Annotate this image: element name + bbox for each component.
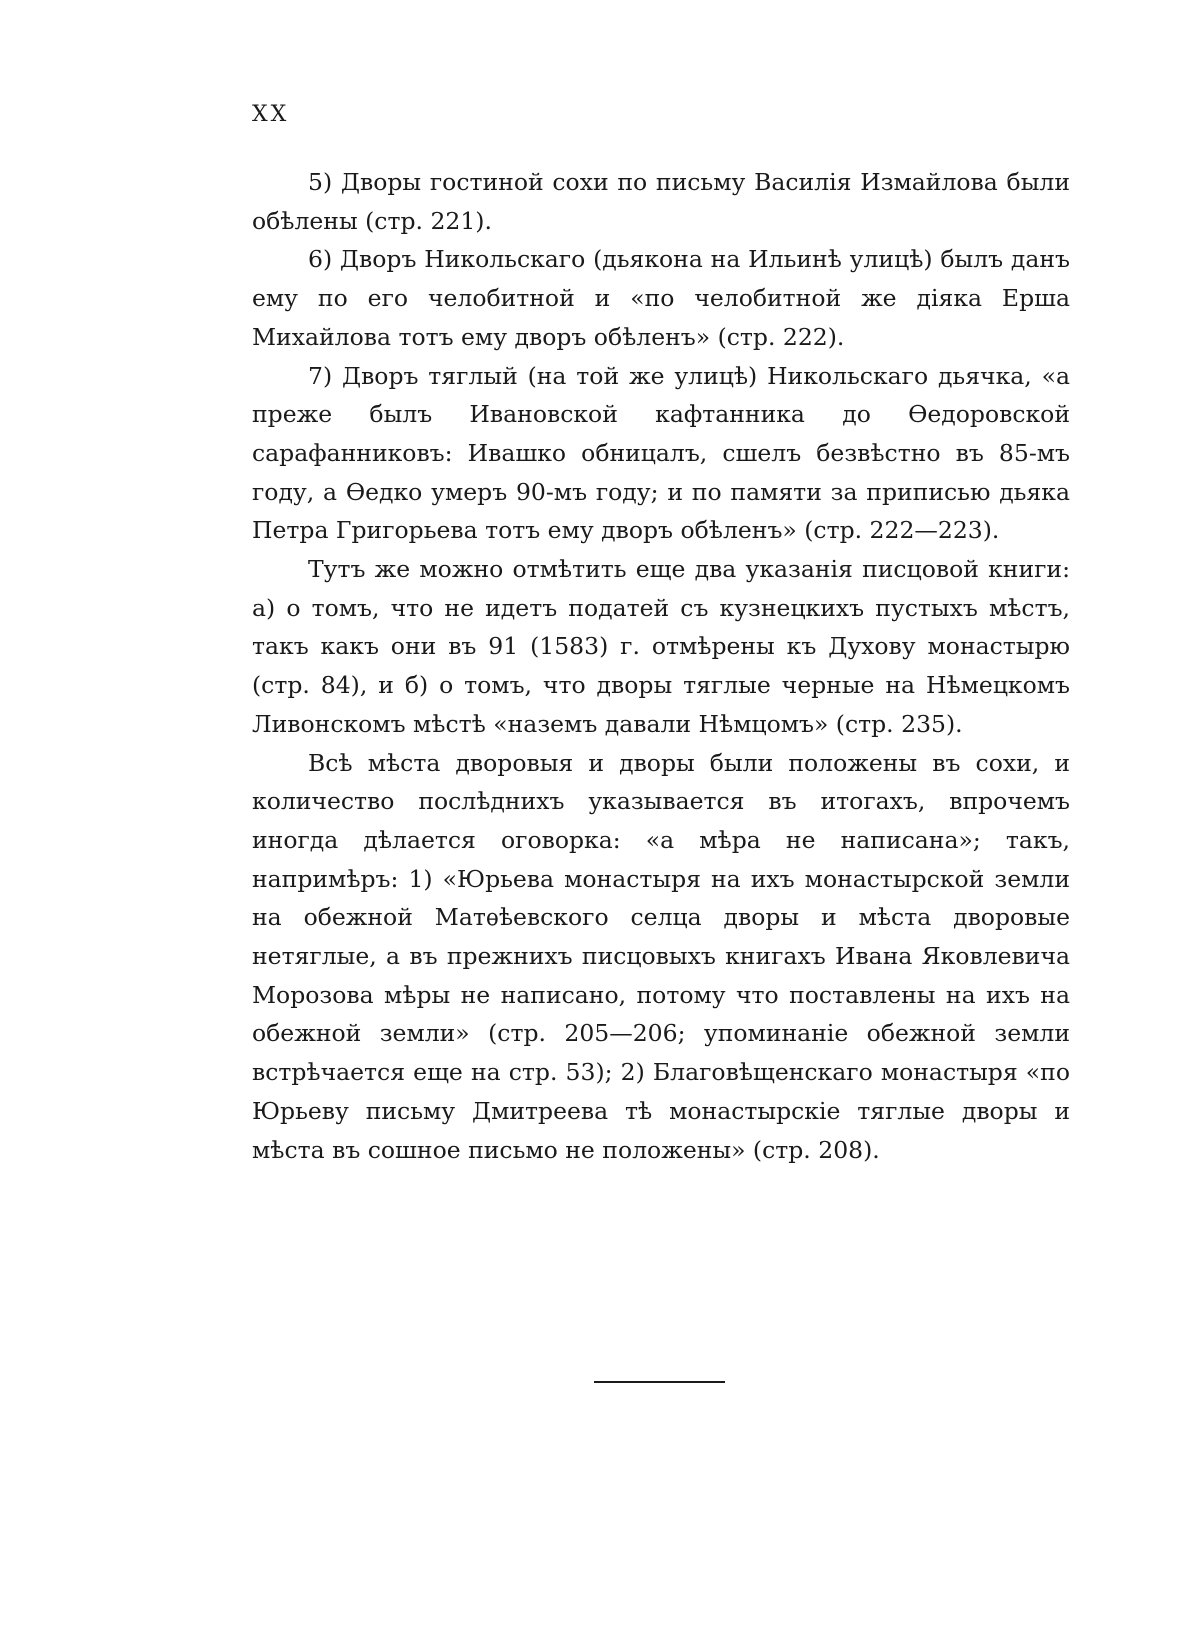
paragraph-additional-indications: Тутъ же можно отмѣтить еще два указанія писцовой книги: а) о томъ, что не идетъ податей съ кузнецкихъ пустыхъ мѣстъ, такъ какъ они въ 91 (1583) г. отмѣрены къ Духову монастырю (стр. 84), и б) о томъ, что дворы тяглые черные на Нѣмецкомъ Ливонскомъ мѣстѣ «наземъ давали Нѣмцомъ» (стр. 235).: [252, 555, 1070, 738]
paragraph-item-6: 6) Дворъ Никольскаго (дьякона на Ильинѣ улицѣ) былъ данъ ему по его челобитной и «по челобитной же діяка Ерша Михайлова тотъ ему дворъ обѣленъ» (стр. 222).: [252, 245, 1070, 351]
paragraph-item-5: 5) Дворы гостиной сохи по письму Василія Измайлова были обѣлены (стр. 221).: [252, 168, 1070, 235]
paragraph-item-7: 7) Дворъ тяглый (на той же улицѣ) Никольскаго дьячка, «а преже былъ Ивановской кафтанника до Ѳедоровской сарафанниковъ: Ивашко обницалъ, сшелъ безвѣстно въ 85-мъ году, а Ѳедко умеръ 90-мъ году; и по памяти за приписью дьяка Петра Григорьева тотъ ему дворъ обѣленъ» (стр. 222—223).: [252, 361, 1070, 545]
section-end-rule: [594, 1381, 725, 1383]
page-number: XX: [252, 102, 290, 127]
body-text: [252, 163, 1070, 1169]
paragraph-yard-places: Всѣ мѣста дворовыя и дворы были положены въ сохи, и количество послѣднихъ указывается въ итогахъ, впрочемъ иногда дѣлается оговорка: «а мѣра не написана»; такъ, напримѣръ: 1) «Юрьева монастыря на ихъ монастырской земли на обежной Матѳѣевского селца дворы и мѣста дворовые нетяглые, а въ прежнихъ писцовыхъ книгахъ Ивана Яковлевича Морозова мѣры не написано, потому что поставлены на ихъ на обежной земли» (стр. 205—206; упоминаніе обежной земли встрѣчается еще на стр. 53); 2) Благовѣщенскаго монастыря «по Юрьеву письму Дмитреева тѣ монастырскіе тяглые дворы и мѣста въ сошное письмо не положены» (стр. 208).: [252, 748, 1070, 1164]
